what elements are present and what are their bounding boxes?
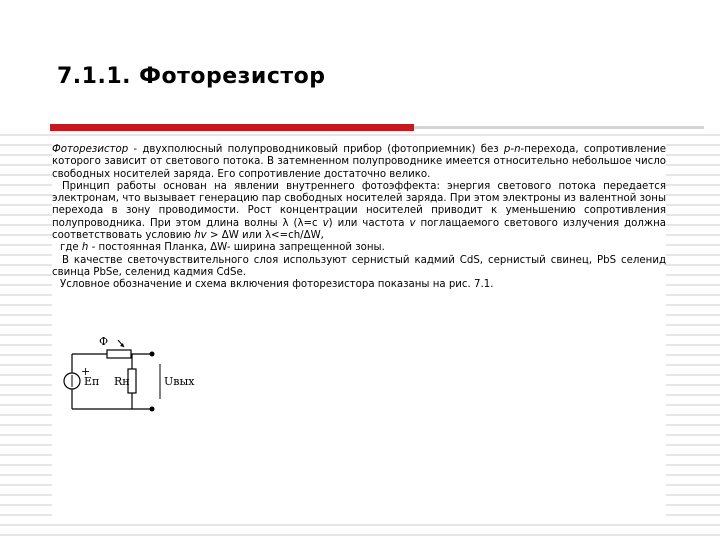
ep-label: Еп <box>84 375 100 388</box>
paragraph-definition <box>52 144 666 181</box>
pn-junction-term: р-n <box>503 144 521 155</box>
term-photoresistor: Фоторезистор <box>52 144 129 155</box>
photoresistor-symbol <box>107 350 131 358</box>
uvyh-label: Uвых <box>164 375 195 388</box>
hv-symbol: hv <box>194 230 207 242</box>
paragraph-where <box>52 242 666 254</box>
slide-title: 7.1.1. Фоторезистор <box>57 64 326 89</box>
plus-label: + <box>81 365 91 378</box>
nu-symbol: v <box>322 217 329 229</box>
where-text: где <box>60 242 82 254</box>
principle-text-4: > ΔW или λ<=ch/ΔW, <box>206 230 324 242</box>
paragraph-principle <box>52 181 666 242</box>
terminal-bottom <box>150 407 155 412</box>
terminal-top <box>150 352 155 357</box>
title-accent-bar <box>50 124 414 131</box>
definition-text: - двухполюсный полупроводниковый прибор (фотоприемник) без <box>128 144 504 155</box>
paragraph-materials: В качестве светочувствительного слоя используют сернистый кадмий CdS, сернистый свинец, PbS селенид свинца PbSe, селенид кадмия CdSe. <box>52 254 666 278</box>
principle-text-3: поглащаемого светового излучения должна соответствовать условию <box>52 217 666 242</box>
h-symbol: h <box>81 242 89 254</box>
principle-text: Принцип работы основан на явлении внутреннего фотоэффекта: энергия светового потока передается электронам, что вызывает генерацию пар свободных носителей заряда. При этом электроны из валентной зоны перехода в зону проводимости. Рост концентрации носителей приводит к уменьшению сопротивления полупроводника. При этом длина волны λ (λ=с <box>52 180 666 229</box>
content-panel <box>52 144 666 524</box>
principle-text-2: ) или частота <box>328 217 410 229</box>
phi-label: Ф <box>99 335 109 348</box>
title-divider-line <box>414 126 704 129</box>
paragraph-figure-ref: Условное обозначение и схема включения фоторезистора показаны на рис. 7.1. <box>60 279 494 291</box>
definition-text-cont: -перехода, сопротивление которого зависит от светового потока. В затемненном полупроводнике имеется относительно небольшое число свободных носителей заряда. Его сопротивление достаточно велико. <box>52 144 666 180</box>
circuit-diagram <box>52 329 212 419</box>
where-text-2: - постоянная Планка, ΔW- ширина запрещенной зоны. <box>88 242 385 254</box>
body-text <box>52 144 666 292</box>
nu-symbol-2: v <box>409 217 416 229</box>
rn-label: Rн <box>114 375 130 388</box>
